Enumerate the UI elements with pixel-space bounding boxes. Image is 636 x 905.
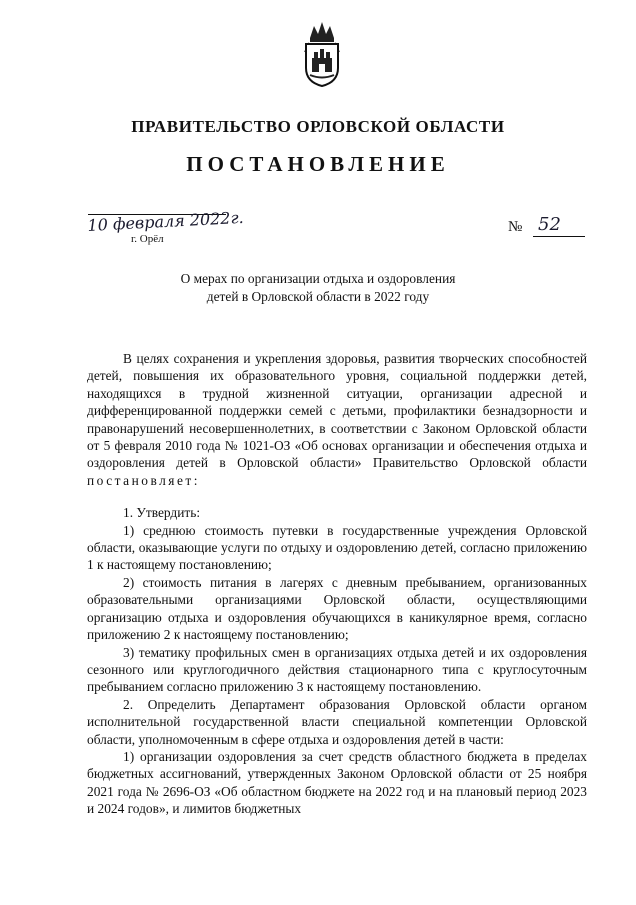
document-date: 10 февраля 2022г. <box>87 207 245 235</box>
number-label: № <box>508 219 523 235</box>
clause-1: 1. Утвердить: <box>123 505 201 521</box>
clause-2-1: 1) организации оздоровления за счет средств областного бюджета в пределах бюджетных ассигнований, утвержденных Законом Орловской области от 25 ноября 2021 года № 2696-ОЗ «Об областном бюджете на 2022 год и на плановый период 2023 и 2024 годов», и лимитов бюджетных <box>87 748 587 817</box>
document-number: 52 <box>538 214 561 235</box>
clause-2: 2. Определить Департамент образования Орловской области органом исполнительной государственной власти специальной компетенции Орловской области, уполномоченным в сфере отдыха и оздоровления детей в части: <box>87 696 587 747</box>
document-body <box>87 350 587 818</box>
number-underline <box>533 236 585 237</box>
document-city: г. Орёл <box>131 233 164 245</box>
document-subject <box>0 270 636 306</box>
coat-of-arms-icon <box>300 18 344 88</box>
subject-line: детей в Орловской области в 2022 году <box>206 289 430 304</box>
preamble-text: В целях сохранения и укрепления здоровья, развития творческих способностей детей, повышения их образовательного уровня, социальной поддержки детей, находящихся в трудной жизненной ситуации, организации адресной и дифференцированной поддержки семей с детьми, профилактики безнадзорности и правонарушений несовершеннолетних, в соответствии с Законом Орловской области от 5 февраля 2010 года № 1021-ОЗ «Об основах организации и обеспечения отдыха и оздоровления детей в Орловской области» Правительство Орловской области <box>87 351 587 471</box>
subject-line: О мерах по организации отдыха и оздоровления <box>180 271 456 286</box>
preamble-paragraph <box>87 350 587 489</box>
government-title: ПРАВИТЕЛЬСТВО ОРЛОВСКОЙ ОБЛАСТИ <box>131 117 505 136</box>
clause-1-3: 3) тематику профильных смен в организациях отдыха детей и их оздоровления сезонного или круглогодичного действия стационарного типа с круглосуточным пребыванием согласно приложению 3 к настоящему постановлению. <box>87 644 587 695</box>
clause-1-2: 2) стоимость питания в лагерях с дневным пребыванием, организованных образовательными организациями Орловской области, осуществляющими организацию отдыха и оздоровления обучающихся в каникулярное время, согласно приложению 2 к настоящему постановлению; <box>87 574 587 643</box>
document-type: ПОСТАНОВЛЕНИЕ <box>186 152 450 176</box>
resolves-word: постановляет: <box>87 472 200 488</box>
clause-1-1: 1) среднюю стоимость путевки в государственные учреждения Орловской области, оказывающие услуги по отдыху и оздоровлению детей, согласно приложению 1 к настоящему постановлению; <box>87 522 587 573</box>
